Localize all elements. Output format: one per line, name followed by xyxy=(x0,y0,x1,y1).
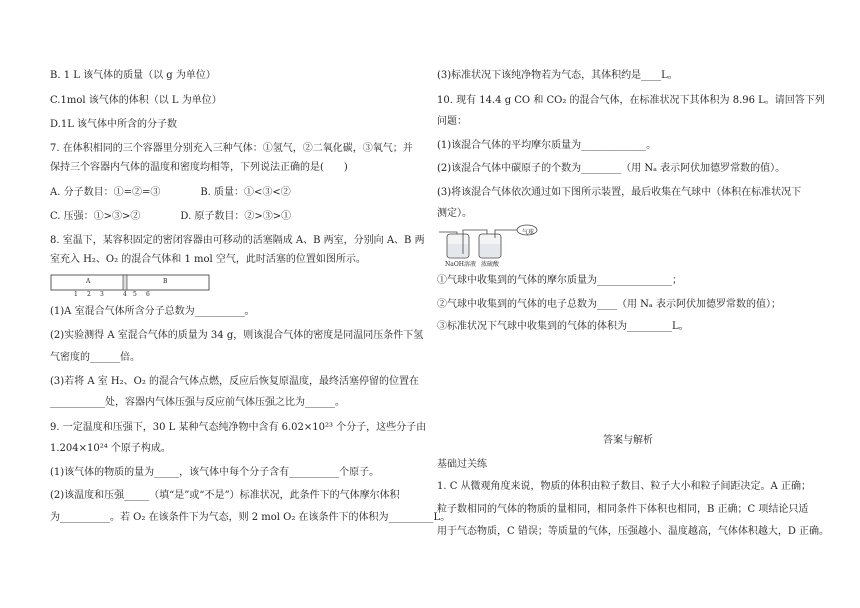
q7-options-cd: C. 压强：①>③>② D. 原子数目：②>③>① xyxy=(50,211,292,222)
answer-1-line-1: 1. C 从微观角度来说，物质的体积由粒子数目、粒子大小和粒子间距决定。A 正确； xyxy=(437,481,811,492)
q8-part1: (1)A 室混合气体所含分子总数为__________。 xyxy=(50,306,255,317)
q10-part3-1: (3)将该混合气体依次通过如下图所示装置，最后收集在气球中（体积在标准状况下 xyxy=(437,187,802,198)
q7-stem-2: 保持三个容器内气体的温度和密度均相等，下列说法正确的是( ) xyxy=(50,162,348,173)
q9-part1: (1)该气体的物质的量为_____，该气体中每个分子含有__________个原子。 xyxy=(50,467,380,478)
q8-part2-1: (2)实验测得 A 室混合气体的质量为 34 g，则该混合气体的密度是同温同压条件下氢 xyxy=(50,330,424,341)
scale-tick: 1 xyxy=(74,291,78,298)
q8-part3-2: ___________处，容器内气体压强与反应前气体压强之比为______。 xyxy=(50,397,345,408)
option-d: D.1L 该气体中所含的分子数 xyxy=(50,119,178,130)
chamber-a-label: A xyxy=(86,278,91,285)
q10-part3-2: 测定）。 xyxy=(437,208,472,219)
option-c: C.1mol 该气体的体积（以 L 为单位） xyxy=(50,95,222,106)
answer-heading: 答案与解析 xyxy=(603,435,653,446)
option-b: B. 1 L 该气体的质量（以 g 为单位） xyxy=(50,70,216,81)
scale-tick: 5 xyxy=(133,291,137,298)
q7-stem-1: 7. 在体积相同的三个容器里分别充入三种气体：①氢气，②二氧化碳，③氧气；并 xyxy=(50,143,413,154)
scale-tick: 3 xyxy=(100,291,104,298)
q9-part2-2: 为__________。若 O₂ 在该条件下为气态，则 2 mol O₂ 在该条件下的体积为_________L。 xyxy=(50,512,451,523)
q10-sub2: ②气球中收集到的气体的电子总数为____（用 Nₐ 表示阿伏加德罗常数的值）； xyxy=(437,299,781,310)
scale-tick: 6 xyxy=(146,291,150,298)
chamber-b-label: B xyxy=(163,278,168,285)
q8-part3-1: (3)若将 A 室 H₂、O₂ 的混合气体点燃，反应后恢复原温度，最终活塞停留的位置在 xyxy=(50,376,420,387)
q8-stem-2: 室充入 H₂、O₂ 的混合气体和 1 mol 空气，此时活塞的位置如图所示。 xyxy=(50,254,366,265)
answer-1-line-2: 粒子数相同的气体的物质的量相同，相同条件下体积也相同，B 正确；C 项结论只适 xyxy=(437,504,809,515)
q10-sub3: ③标准状况下气球中收集到的气体的体积为_________L。 xyxy=(437,321,689,332)
q9-part2-1: (2)该温度和压强_____（填“是”或“不是”）标准状况，此条件下的气体摩尔体积 xyxy=(50,490,400,501)
balloon-label: 气球 xyxy=(522,229,535,236)
q7-options-ab: A. 分子数目：①=②=③ B. 质量：①<③<② xyxy=(50,187,291,198)
piston-diagram xyxy=(50,274,210,298)
q10-part2: (2)该混合气体中碳原子的个数为________（用 Nₐ 表示阿伏加德罗常数的值）。 xyxy=(437,163,786,174)
q9-part3: (3)标准状况下该纯净物若为气态，其体积约是____L。 xyxy=(437,70,678,81)
q10-sub1: ①气球中收集到的气体的摩尔质量为_______________； xyxy=(437,275,682,286)
answer-1-line-3: 用于气态物质，C 错误；等质量的气体，压强越小、温度越高，气体体积越大，D 正确。 xyxy=(437,526,830,537)
bottle-2-label: 浓硫酸 xyxy=(481,261,500,268)
q10-stem-2: 问题： xyxy=(437,116,467,127)
q8-part2-2: 气密度的______倍。 xyxy=(50,352,140,363)
scale-tick: 2 xyxy=(87,291,91,298)
apparatus-diagram xyxy=(437,224,557,268)
q9-stem-1: 9. 一定温度和压强下，30 L 某种气态纯净物中含有 6.02×10²³ 个分子，这些分子由 xyxy=(50,422,427,433)
q10-part1: (1)该混合气体的平均摩尔质量为_____________。 xyxy=(437,140,657,151)
section-heading: 基础过关练 xyxy=(437,459,487,470)
q10-stem-1: 10. 现有 14.4 g CO 和 CO₂ 的混合气体，在标准状况下其体积为 8.96 L。请回答下列 xyxy=(437,95,825,106)
bottle-1-label: NaOH溶液 xyxy=(445,261,476,268)
q8-stem-1: 8. 室温下，某容积固定的密闭容器由可移动的活塞隔成 A、B 两室，分别向 A、B 两 xyxy=(50,235,425,246)
q9-stem-2: 1.204×10²⁴ 个原子构成。 xyxy=(50,443,171,454)
scale-tick: 4 xyxy=(123,291,127,298)
piston xyxy=(123,275,127,290)
